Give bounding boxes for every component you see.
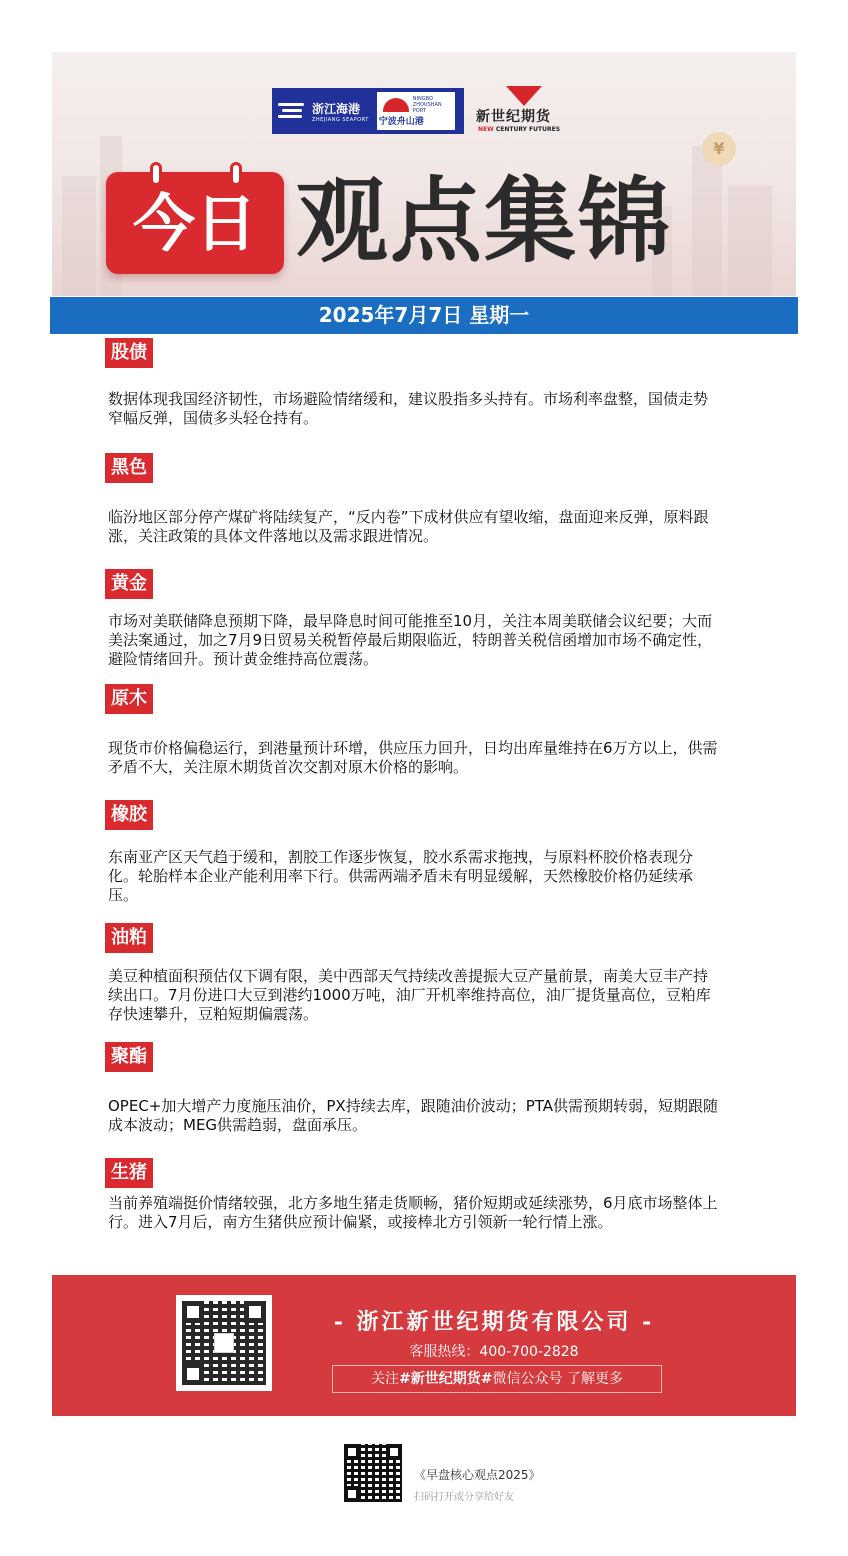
follow-box: 关注#新世纪期货#微信公众号 了解更多 — [332, 1365, 662, 1393]
skyline-decoration — [692, 146, 722, 296]
zhejiang-seaport-label: 浙江海港 ZHEJIANG SEAPORT — [312, 101, 369, 123]
calendar-ring-icon — [150, 162, 162, 186]
header-banner — [52, 52, 796, 296]
date-bar: 2025年7月7日 星期一 — [50, 297, 798, 334]
section-tag-rubber: 橡胶 — [105, 800, 153, 830]
section-tag-logs: 原木 — [105, 684, 153, 714]
section-tag-polyester: 聚酯 — [105, 1042, 153, 1072]
section-tag-gold: 黄金 — [105, 569, 153, 599]
section-text-rubber: 东南亚产区天气趋于缓和，割胶工作逐步恢复，胶水系需求拖拽，与原料杯胶价格表现分化。轮胎样本企业产能利用率下行。供需两端矛盾未有明显缓解，天然橡胶价格仍延续承压。 — [108, 848, 694, 904]
page-title: 观点集锦 — [296, 168, 673, 275]
poster-card — [52, 52, 796, 1416]
section-text-logs: 现货市价格偏稳运行，到港量预计环增，供应压力回升，日均出库量维持在6万方以上，供需矛盾不大，关注原木期货首次交割对原木价格的影响。 — [108, 739, 718, 776]
share-qr-code-icon[interactable] — [344, 1444, 402, 1502]
section-tag-hogs: 生猪 — [105, 1158, 153, 1188]
hotline: 客服热线：400-700-2828 — [409, 1344, 579, 1360]
wave-icon — [278, 100, 308, 122]
port-logo — [272, 88, 464, 134]
section-text-ferrous: 临汾地区部分停产煤矿将陆续复产，“反内卷”下成材供应有望收缩，盘面迎来反弹，原料跟涨，关注政策的具体文件落地以及需求跟进情况。 — [108, 508, 709, 545]
section-tag-oilseeds: 油粕 — [105, 923, 153, 953]
section-text-hogs: 当前养殖端挺价情绪较强，北方多地生猪走货顺畅，猪价短期或延续涨势，6月底市场整体上行。进入7月后，南方生猪供应预计偏紧，或接棒北方引领新一轮行情上涨。 — [108, 1194, 718, 1231]
coin-icon: ¥ — [702, 132, 736, 166]
skyline-decoration — [728, 186, 772, 296]
v-mark-icon — [506, 86, 542, 106]
section-text-gold: 市场对美联储降息预期下降，最早降息时间可能推至10月，关注本周美联储会议纪要；大而美法案通过，加之7月9日贸易关税暂停最后期限临近，特朗普关税信函增加市场不确定性，避险情绪回升。预计黄金维持高位震荡。 — [108, 612, 713, 668]
share-subtitle: 扫码打开或分享给好友 — [414, 1492, 514, 1503]
calendar-ring-icon — [230, 162, 242, 186]
calendar-badge — [106, 172, 284, 274]
ningbo-port-logo: NINGBO ZHOUSHAN PORT 宁波舟山港 — [377, 92, 455, 130]
company-name: - 浙江新世纪期货有限公司 - — [333, 1309, 655, 1335]
skyline-decoration — [62, 176, 96, 296]
section-text-stocks-bonds: 数据体现我国经济韧性，市场避险情绪缓和，建议股指多头持有。市场利率盘整，国债走势窄幅反弹，国债多头轻仓持有。 — [108, 390, 709, 427]
calendar-text: 今日 — [132, 187, 257, 260]
sun-icon — [383, 98, 409, 112]
qr-code-icon[interactable] — [176, 1295, 272, 1391]
section-text-polyester: OPEC+加大增产力度施压油价，PX持续去库，跟随油价波动；PTA供需预期转弱，短期跟随成本波动；MEG供需趋弱，盘面承压。 — [108, 1097, 719, 1134]
new-century-logo: 新世纪期货 NEW CENTURY FUTURES — [476, 86, 576, 138]
section-tag-stocks-bonds: 股债 — [105, 338, 153, 368]
section-text-oilseeds: 美豆种植面积预估仅下调有限，美中西部天气持续改善提振大豆产量前景，南美大豆丰产持续出口。7月份进口大豆到港约1000万吨，油厂开机率维持高位，油厂提货量高位，豆粕库存快速攀升，豆粕短期偏震荡。 — [108, 967, 711, 1023]
footer-banner — [52, 1275, 796, 1416]
share-title: 《早盘核心观点2025》 — [414, 1468, 541, 1482]
section-tag-ferrous: 黑色 — [105, 453, 153, 483]
